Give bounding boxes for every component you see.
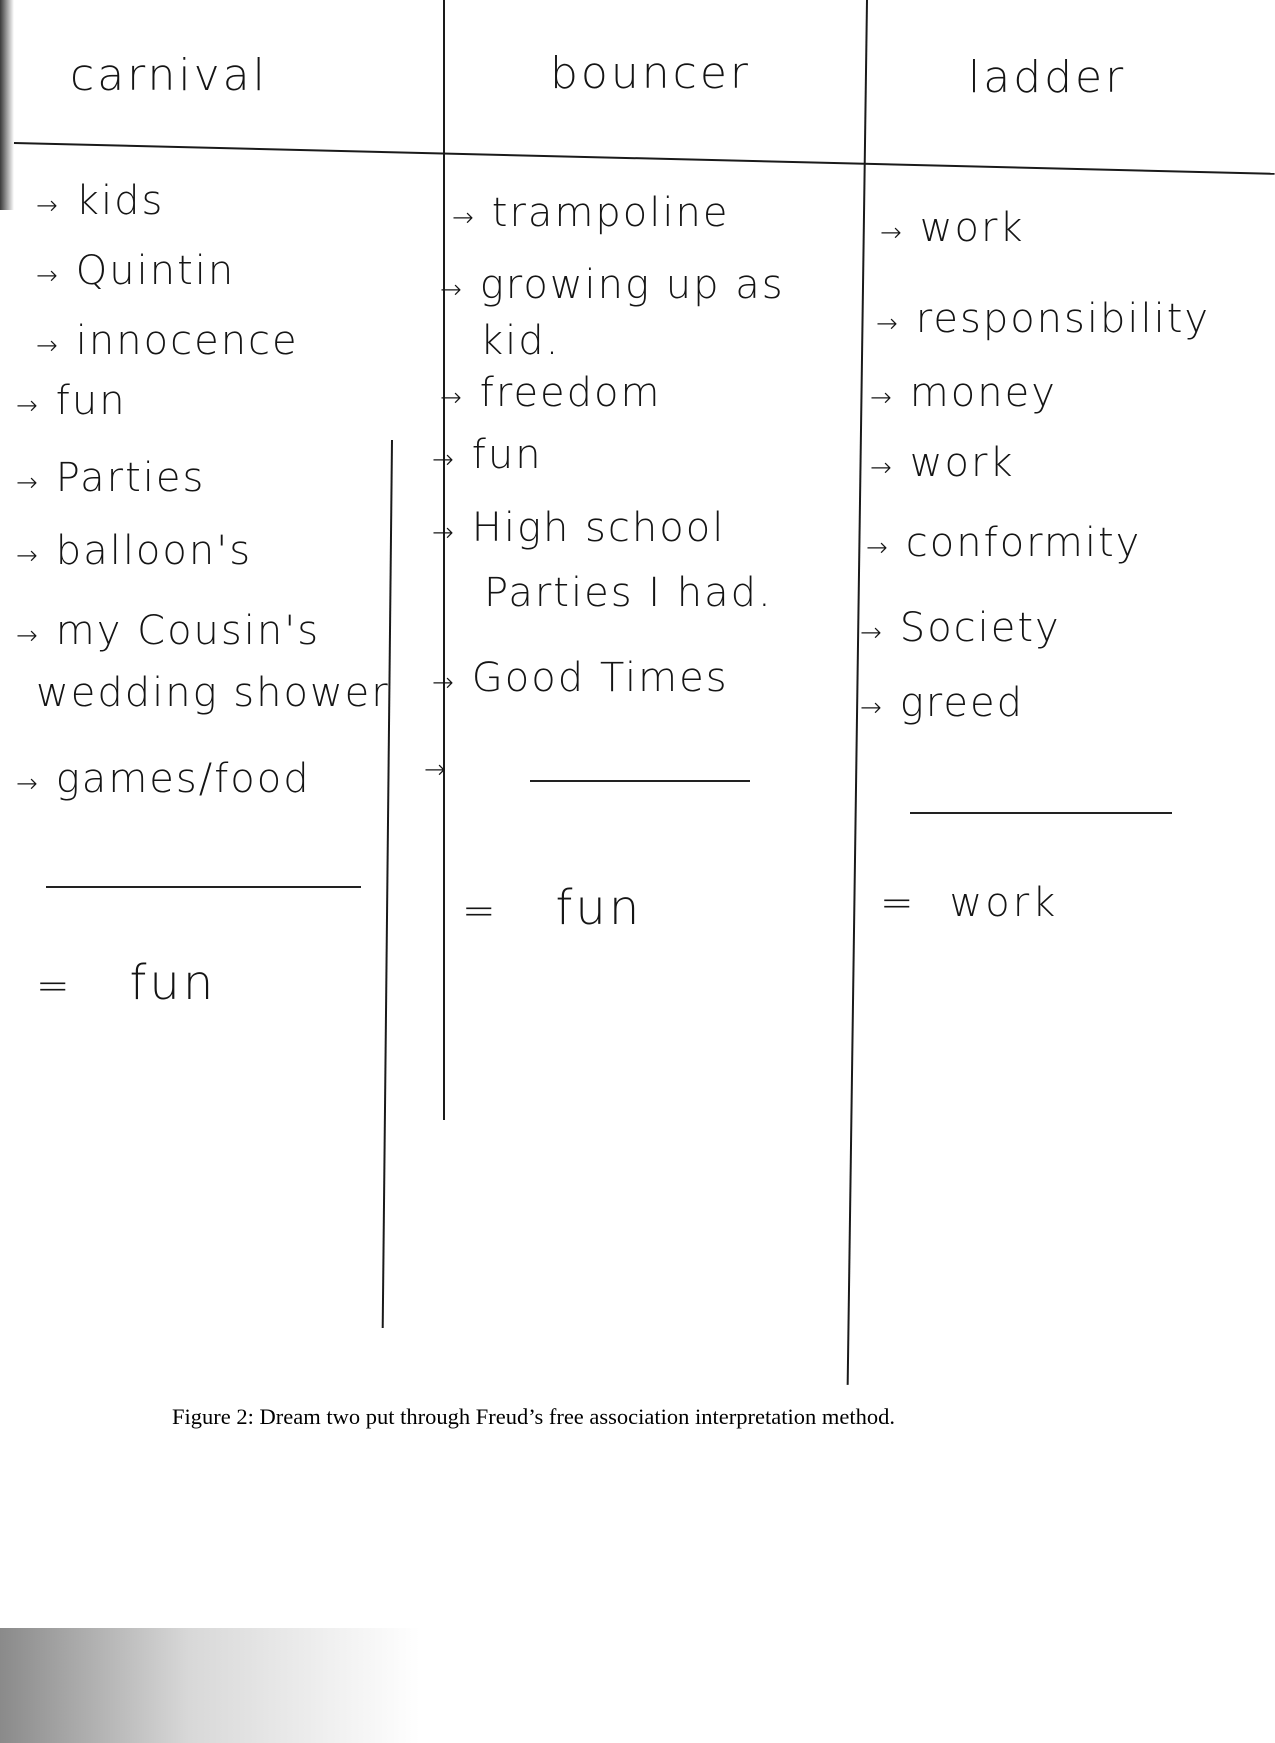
list-item-empty <box>424 742 464 788</box>
list-item-label: money <box>909 370 1057 416</box>
list-item-continued: Parties I had. <box>484 570 773 616</box>
figure-caption: Figure 2: Dream two put through Freud’s free association interpretation method. <box>172 1404 895 1429</box>
list-item <box>16 608 320 654</box>
list-item <box>880 205 1025 251</box>
arrow-icon: → <box>870 453 892 483</box>
arrow-icon: → <box>432 668 454 698</box>
list-item-label: balloon's <box>55 528 253 574</box>
list-item <box>432 655 729 701</box>
list-item-label: innocence <box>75 318 299 364</box>
result-ladder <box>880 880 1058 926</box>
equals-sign: = <box>462 888 496 934</box>
list-item <box>860 680 1024 726</box>
arrow-icon: → <box>880 218 902 248</box>
list-item <box>16 528 252 574</box>
list-item-label: growing up as <box>479 262 785 308</box>
list-item <box>876 296 1210 342</box>
vertical-rule-1-lower <box>382 440 393 1328</box>
scan-edge-shadow <box>0 0 14 210</box>
list-item <box>870 370 1057 416</box>
list-item <box>36 178 164 224</box>
equals-sign: = <box>880 880 914 926</box>
list-item-label: my Cousin's <box>55 608 321 654</box>
list-item <box>440 370 662 416</box>
arrow-icon: → <box>440 275 462 305</box>
arrow-icon: → <box>36 261 58 291</box>
list-item-label: freedom <box>479 370 662 416</box>
arrow-icon: → <box>860 693 882 723</box>
list-item-label: Society <box>899 605 1061 651</box>
arrow-icon: → <box>860 618 882 648</box>
header-ladder: ladder <box>968 52 1127 103</box>
list-item <box>432 432 543 478</box>
arrow-icon: → <box>16 769 38 799</box>
list-item-label: Parties <box>55 455 206 501</box>
list-item-label: kids <box>75 178 165 224</box>
equals-sign: = <box>36 963 70 1009</box>
horizontal-rule <box>14 142 1275 175</box>
arrow-icon: → <box>16 391 38 421</box>
list-item <box>870 440 1015 486</box>
list-item-label: responsibility <box>915 296 1211 342</box>
list-item <box>16 455 205 501</box>
scan-bottom-shadow <box>0 1628 420 1743</box>
list-item-label: Quintin <box>75 248 236 294</box>
list-item <box>36 248 235 294</box>
list-item <box>452 190 729 236</box>
arrow-icon: → <box>876 309 898 339</box>
arrow-icon: → <box>36 331 58 361</box>
list-item-continued: kid. <box>480 318 561 364</box>
sum-underline <box>910 812 1172 814</box>
result-label: fun <box>129 955 217 1011</box>
result-carnival <box>36 955 216 1011</box>
arrow-icon: → <box>424 755 446 785</box>
list-item-label: trampoline <box>491 190 730 236</box>
arrow-icon: → <box>866 533 888 563</box>
list-item-continued: wedding shower <box>36 670 390 716</box>
list-item-label: High school <box>471 505 726 551</box>
list-item <box>16 756 311 802</box>
arrow-icon: → <box>16 541 38 571</box>
result-label: work <box>949 880 1059 926</box>
arrow-icon: → <box>452 203 474 233</box>
arrow-icon: → <box>16 621 38 651</box>
list-item-label: work <box>909 440 1015 486</box>
list-item <box>36 318 299 364</box>
arrow-icon: → <box>36 191 58 221</box>
list-item <box>860 605 1061 651</box>
list-item-label: greed <box>899 680 1024 726</box>
sum-underline <box>46 886 361 888</box>
list-item <box>866 520 1141 566</box>
list-item <box>16 378 127 424</box>
arrow-icon: → <box>440 383 462 413</box>
list-item-label: fun <box>471 432 543 478</box>
arrow-icon: → <box>432 518 454 548</box>
header-bouncer: bouncer <box>550 48 751 99</box>
list-item-label: fun <box>55 378 127 424</box>
result-label: fun <box>555 880 643 936</box>
result-bouncer <box>462 880 642 936</box>
list-item-label: conformity <box>905 520 1142 566</box>
arrow-icon: → <box>870 383 892 413</box>
vertical-rule-1 <box>443 0 445 1120</box>
list-item <box>440 262 785 308</box>
arrow-icon: → <box>432 445 454 475</box>
sum-underline <box>530 780 750 782</box>
list-item <box>432 505 725 551</box>
header-carnival: carnival <box>70 50 268 101</box>
list-item-label: work <box>919 205 1025 251</box>
list-item-label: Good Times <box>471 655 729 701</box>
arrow-icon: → <box>16 468 38 498</box>
list-item-label: games/food <box>55 756 311 802</box>
